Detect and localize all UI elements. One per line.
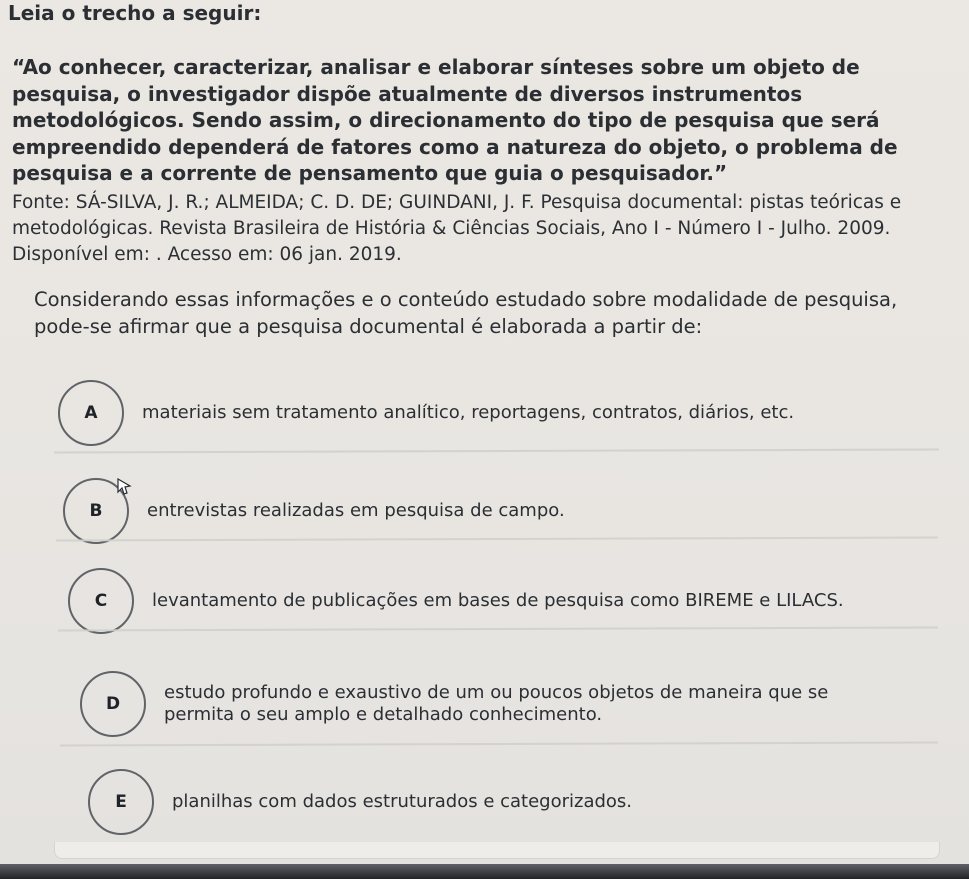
option-text-line: permita o seu amplo e detalhado conhecimento. xyxy=(164,704,603,725)
option-letter[interactable]: D xyxy=(80,671,146,737)
quoted-passage: “Ao conhecer, caracterizar, analisar e elaborar sínteses sobre um objeto de pesquisa, o investigador dispõe atualmente de diversos instrumentos metodológicos. Sendo assim, o direcionamento do tipo de pesquisa que será empreendido dependerá de fatores como a natureza do objeto, o problema de pesquisa e a corrente de pensamento que guia o pesquisador.” xyxy=(12,55,898,185)
answer-option-c[interactable] xyxy=(68,568,844,634)
option-letter[interactable]: E xyxy=(88,769,154,835)
option-text: materiais sem tratamento analítico, reportagens, contratos, diários, etc. xyxy=(142,402,795,423)
option-text: levantamento de publicações em bases de pesquisa como BIREME e LILACS. xyxy=(152,590,844,611)
answer-option-d[interactable] xyxy=(80,671,828,737)
option-text: entrevistas realizadas em pesquisa de campo. xyxy=(147,500,565,521)
answer-option-a[interactable] xyxy=(58,380,794,446)
option-letter[interactable]: A xyxy=(58,380,124,446)
screen-bottom-bezel xyxy=(0,864,969,879)
option-divider xyxy=(54,448,939,453)
answer-option-b[interactable] xyxy=(63,478,565,544)
answer-option-e[interactable] xyxy=(88,769,632,835)
option-text: planilhas com dados estruturados e categorizados. xyxy=(172,791,633,812)
options-panel-bottom xyxy=(54,842,940,859)
mouse-cursor-icon xyxy=(116,477,134,495)
option-letter[interactable]: B xyxy=(63,478,129,544)
question-text: Considerando essas informações e o conteúdo estudado sobre modalidade de pesquisa, pode-se afirmar que a pesquisa documental é elaborada a partir de: xyxy=(34,288,898,338)
source-citation: Fonte: SÁ-SILVA, J. R.; ALMEIDA; C. D. DE; GUINDANI, J. F. Pesquisa documental: pistas teóricas e metodológicas. Revista Brasileira de História & Ciências Sociais, Ano I - Número I - Julho. 2009. Disponível em: . Acesso em: 06 jan. 2019. xyxy=(12,192,902,265)
option-text-multiline xyxy=(164,682,828,726)
option-text-line: estudo profundo e exaustivo de um ou poucos objetos de maneira que se xyxy=(164,682,829,703)
question-prompt: Leia o trecho a seguir: xyxy=(8,1,262,25)
option-divider xyxy=(60,741,938,746)
option-letter[interactable]: C xyxy=(68,568,134,634)
